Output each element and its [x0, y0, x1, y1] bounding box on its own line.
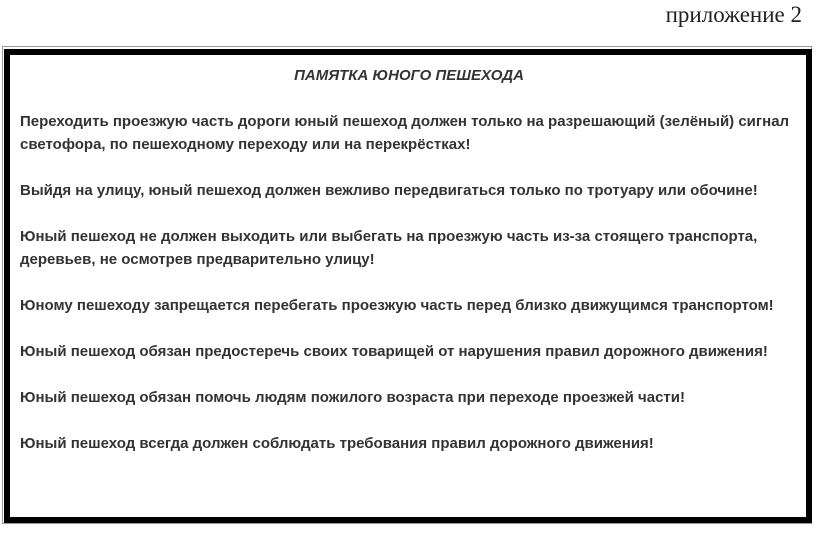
appendix-label: приложение 2 [665, 2, 802, 27]
rule-paragraph: Юный пешеход обязан помочь людям пожилого возраста при переходе проезжей части! [20, 389, 685, 406]
rule-paragraph: Переходить проезжую часть дороги юный пешеход должен только на разрешающий (зелёный) сигнал светофора, по пешеходному переходу или на перекрёстках! [20, 113, 790, 153]
memo-title: ПАМЯТКА ЮНОГО ПЕШЕХОДА [294, 67, 524, 84]
rule-paragraph: Выйдя на улицу, юный пешеход должен вежливо передвигаться только по тротуару или обочине! [20, 182, 758, 199]
rule-paragraph: Юный пешеход всегда должен соблюдать требования правил дорожного движения! [20, 435, 654, 452]
rule-paragraph: Юный пешеход обязан предостеречь своих товарищей от нарушения правил дорожного движения! [20, 343, 768, 360]
rule-paragraph: Юный пешеход не должен выходить или выбегать на проезжую часть из-за стоящего транспорта, деревьев, не осмотрев предварительно улицу! [20, 228, 758, 268]
rule-paragraph: Юному пешеходу запрещается перебегать проезжую часть перед близко движущимся транспортом! [20, 297, 774, 314]
memo-frame [4, 49, 812, 523]
memo-content [20, 65, 798, 478]
